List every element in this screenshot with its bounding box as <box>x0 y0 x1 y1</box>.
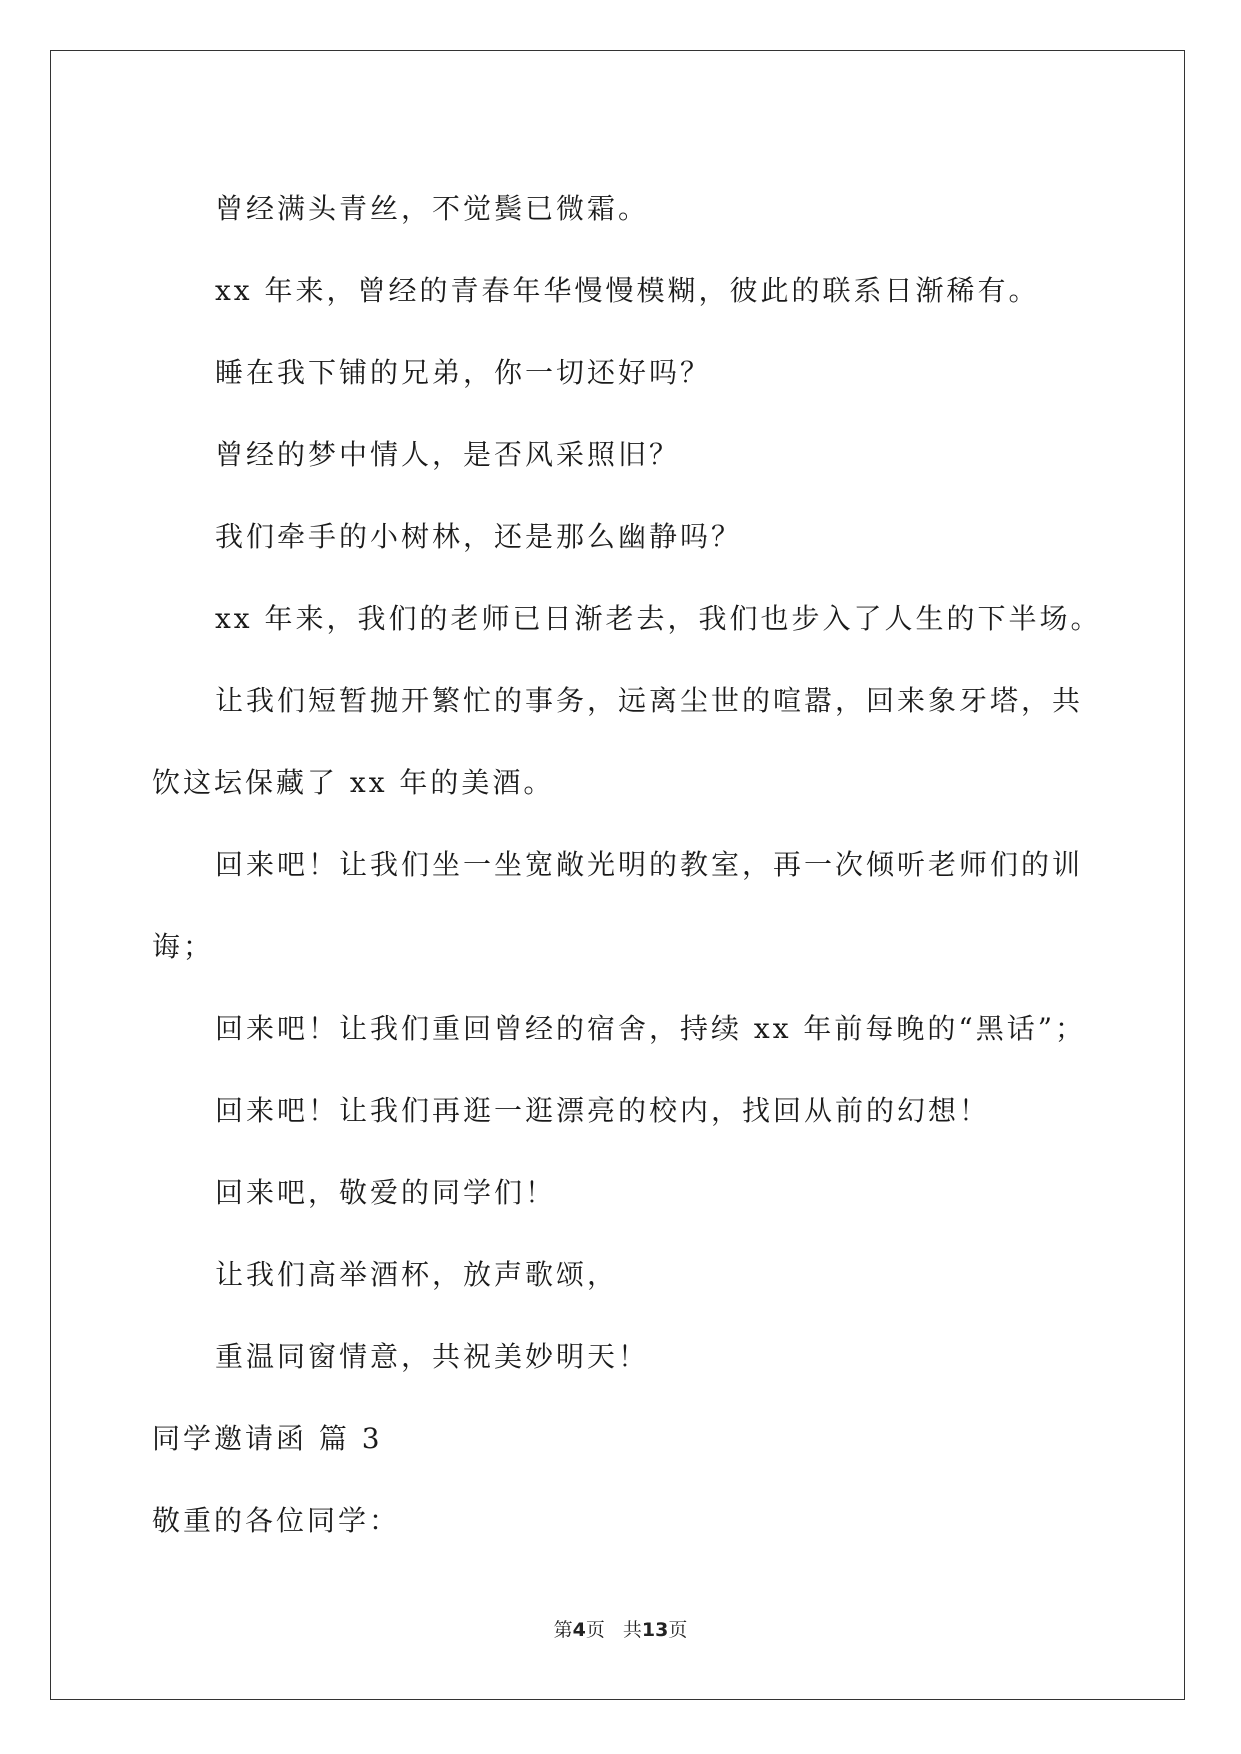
paragraph <box>152 824 1092 988</box>
paragraph <box>152 496 1092 578</box>
text-line: 同学邀请函 篇 3 <box>152 1422 383 1455</box>
document-body <box>152 168 1102 1562</box>
text-line: xx 年来，曾经的青春年华慢慢模糊，彼此的联系日渐稀有。 <box>215 274 1040 307</box>
paragraph <box>152 1480 1092 1562</box>
text-line: 我们牵手的小树林，还是那么幽静吗？ <box>215 520 743 553</box>
text-line: 饮这坛保藏了 xx 年的美酒。 <box>152 766 555 799</box>
paragraph <box>152 1316 1092 1398</box>
paragraph <box>152 1398 1092 1480</box>
text-line: 回来吧！让我们再逛一逛漂亮的校内，找回从前的幻想！ <box>215 1094 991 1127</box>
paragraph <box>152 168 1092 250</box>
text-line: 诲； <box>152 930 215 963</box>
text-line: 敬重的各位同学： <box>152 1504 401 1537</box>
text-line: 回来吧，敬爱的同学们！ <box>215 1176 557 1209</box>
paragraph <box>152 1234 1092 1316</box>
paragraph <box>152 1152 1092 1234</box>
text-line: 让我们短暂抛开繁忙的事务，远离尘世的喧嚣，回来象牙塔，共 <box>215 684 1084 717</box>
paragraph <box>152 414 1092 496</box>
paragraph <box>152 578 1102 660</box>
text-line: 回来吧！让我们重回曾经的宿舍，持续 xx 年前每晚的“黑话”； <box>215 1012 1087 1045</box>
text-line: 曾经的梦中情人，是否风采照旧？ <box>215 438 681 471</box>
paragraph <box>152 250 1092 332</box>
page-footer <box>0 1615 1241 1642</box>
text-line: 回来吧！让我们坐一坐宽敞光明的教室，再一次倾听老师们的训 <box>215 848 1084 881</box>
text-line: xx 年来，我们的老师已日渐老去，我们也步入了人生的下半场。 <box>215 602 1102 635</box>
paragraph <box>152 1070 1092 1152</box>
page-indicator: 第4页 <box>553 1619 605 1641</box>
paragraph <box>152 988 1092 1070</box>
paragraph <box>152 332 1092 414</box>
text-line: 重温同窗情意，共祝美妙明天！ <box>215 1340 650 1373</box>
text-line: 睡在我下铺的兄弟，你一切还好吗？ <box>215 356 712 389</box>
paragraph <box>152 660 1092 824</box>
total-pages-indicator: 共13页 <box>622 1619 688 1641</box>
text-line: 曾经满头青丝，不觉鬓已微霜。 <box>215 192 650 225</box>
text-line: 让我们高举酒杯，放声歌颂， <box>215 1258 619 1291</box>
